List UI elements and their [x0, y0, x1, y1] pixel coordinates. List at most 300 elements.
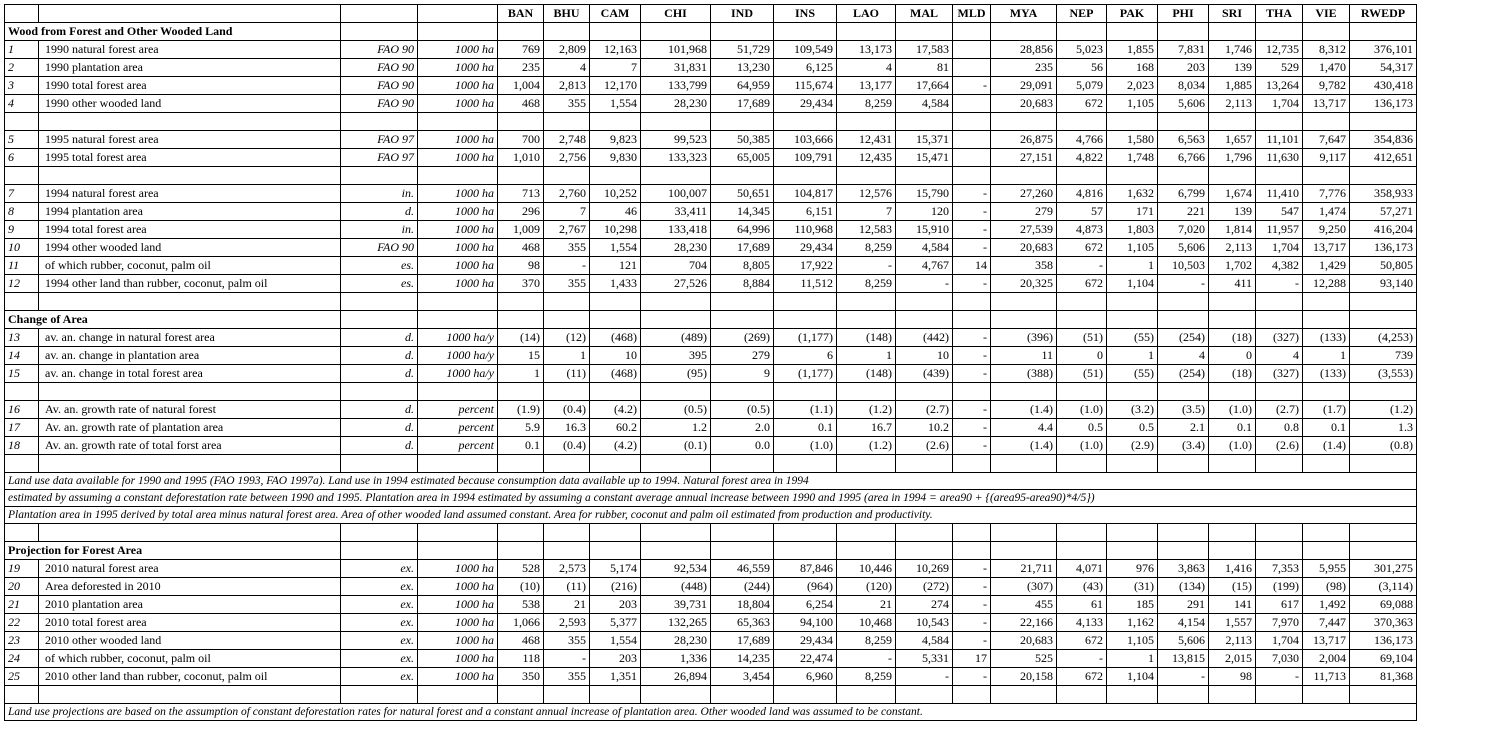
value-cell-rwedp: 370,363 — [1350, 614, 1417, 632]
value-cell-rwedp: (1.2) — [1350, 401, 1417, 419]
empty-cell — [1209, 383, 1256, 401]
row-source: ex. — [341, 614, 418, 632]
value-cell-bhu: (0.4) — [544, 401, 590, 419]
empty-cell — [418, 455, 498, 473]
header-blank-cell — [5, 5, 39, 23]
empty-cell — [1057, 311, 1107, 329]
empty-cell — [1209, 542, 1256, 560]
row-unit: 1000 ha — [418, 41, 498, 59]
value-cell-rwedp: 354,836 — [1350, 131, 1417, 149]
value-cell-cam: 5,174 — [590, 560, 641, 578]
value-cell-cam: 10,252 — [590, 185, 641, 203]
value-cell-mya: 28,856 — [991, 41, 1057, 59]
empty-cell — [896, 311, 953, 329]
empty-cell — [418, 167, 498, 185]
value-cell-vie: 7,647 — [1303, 131, 1350, 149]
value-cell-cam: 12,163 — [590, 41, 641, 59]
value-cell-ind: 2.0 — [711, 419, 774, 437]
value-cell-pak: 1,803 — [1107, 221, 1158, 239]
row-unit: 1000 ha — [418, 95, 498, 113]
section-title: Change of Area — [5, 311, 341, 329]
empty-cell — [896, 167, 953, 185]
value-cell-ban: 769 — [498, 41, 544, 59]
empty-cell — [991, 113, 1057, 131]
empty-cell — [590, 383, 641, 401]
empty-cell — [1209, 311, 1256, 329]
value-cell-vie: (133) — [1303, 329, 1350, 347]
value-cell-mld: - — [953, 221, 991, 239]
value-cell-mld: - — [953, 203, 991, 221]
empty-cell — [1303, 293, 1350, 311]
blank-row — [5, 383, 1417, 401]
empty-cell — [341, 23, 418, 41]
value-cell-sri: 1,674 — [1209, 185, 1256, 203]
value-cell-bhu: 1 — [544, 347, 590, 365]
value-cell-bhu: 7 — [544, 203, 590, 221]
value-cell-ind: 50,385 — [711, 131, 774, 149]
row-index: 12 — [5, 275, 39, 293]
value-cell-pak: 1,105 — [1107, 239, 1158, 257]
section-row — [5, 23, 1417, 41]
value-cell-mya: (396) — [991, 329, 1057, 347]
value-cell-vie: 1,429 — [1303, 257, 1350, 275]
value-cell-ins: 104,817 — [774, 185, 837, 203]
row-source: FAO 97 — [341, 149, 418, 167]
empty-cell — [837, 524, 896, 542]
value-cell-ban: 370 — [498, 275, 544, 293]
empty-cell — [991, 455, 1057, 473]
value-cell-chi: 92,534 — [641, 560, 711, 578]
row-label: av. an. change in natural forest area — [39, 329, 341, 347]
empty-cell — [711, 23, 774, 41]
row-index: 2 — [5, 59, 39, 77]
value-cell-bhu: 16.3 — [544, 419, 590, 437]
table-row — [5, 95, 1417, 113]
empty-cell — [1209, 686, 1256, 704]
value-cell-cam: 1,554 — [590, 95, 641, 113]
forest-area-table — [4, 4, 1417, 721]
value-cell-lao: - — [837, 650, 896, 668]
value-cell-pak: (55) — [1107, 329, 1158, 347]
row-label: 1994 plantation area — [39, 203, 341, 221]
value-cell-phi: (134) — [1158, 578, 1209, 596]
value-cell-mya: (1.4) — [991, 437, 1057, 455]
value-cell-ind: 279 — [711, 347, 774, 365]
value-cell-mal: 10,543 — [896, 614, 953, 632]
value-cell-ins: 6,254 — [774, 596, 837, 614]
empty-cell — [953, 542, 991, 560]
value-cell-rwedp: 136,173 — [1350, 632, 1417, 650]
row-label: 2010 other wooded land — [39, 632, 341, 650]
row-index: 25 — [5, 668, 39, 686]
empty-cell — [837, 383, 896, 401]
empty-cell — [1057, 293, 1107, 311]
empty-cell — [498, 23, 544, 41]
blank-row — [5, 686, 1417, 704]
value-cell-nep: 61 — [1057, 596, 1107, 614]
value-cell-mal: (272) — [896, 578, 953, 596]
value-cell-chi: 26,894 — [641, 668, 711, 686]
country-code-lao: LAO — [837, 5, 896, 23]
value-cell-sri: 2,113 — [1209, 95, 1256, 113]
value-cell-bhu: (11) — [544, 578, 590, 596]
value-cell-nep: 56 — [1057, 59, 1107, 77]
empty-cell — [1256, 524, 1303, 542]
value-cell-pak: (2.9) — [1107, 437, 1158, 455]
empty-cell — [991, 167, 1057, 185]
value-cell-sri: 98 — [1209, 668, 1256, 686]
value-cell-sri: 141 — [1209, 596, 1256, 614]
value-cell-mya: 27,260 — [991, 185, 1057, 203]
country-code-ins: INS — [774, 5, 837, 23]
empty-cell — [590, 686, 641, 704]
value-cell-sri: 1,702 — [1209, 257, 1256, 275]
value-cell-ins: 109,549 — [774, 41, 837, 59]
value-cell-mld: - — [953, 329, 991, 347]
value-cell-bhu: 2,748 — [544, 131, 590, 149]
value-cell-ins: 29,434 — [774, 239, 837, 257]
note-row — [5, 473, 1417, 490]
value-cell-lao: (148) — [837, 365, 896, 383]
value-cell-mld: - — [953, 365, 991, 383]
value-cell-chi: 27,526 — [641, 275, 711, 293]
value-cell-chi: 1.2 — [641, 419, 711, 437]
row-source: es. — [341, 257, 418, 275]
value-cell-bhu: 2,809 — [544, 41, 590, 59]
value-cell-cam: 1,554 — [590, 632, 641, 650]
value-cell-sri: (15) — [1209, 578, 1256, 596]
value-cell-phi: 4,154 — [1158, 614, 1209, 632]
empty-cell — [991, 23, 1057, 41]
value-cell-nep: 672 — [1057, 668, 1107, 686]
value-cell-mld: - — [953, 668, 991, 686]
value-cell-mld: - — [953, 578, 991, 596]
empty-cell — [896, 542, 953, 560]
value-cell-sri: 411 — [1209, 275, 1256, 293]
value-cell-mld — [953, 59, 991, 77]
value-cell-vie: 7,447 — [1303, 614, 1350, 632]
value-cell-cam: 10 — [590, 347, 641, 365]
table-row — [5, 650, 1417, 668]
value-cell-cam: 203 — [590, 650, 641, 668]
table-row — [5, 257, 1417, 275]
empty-cell — [1350, 23, 1417, 41]
country-code-mld: MLD — [953, 5, 991, 23]
table-row — [5, 275, 1417, 293]
value-cell-ins: 110,968 — [774, 221, 837, 239]
value-cell-lao: 12,583 — [837, 221, 896, 239]
value-cell-mld: - — [953, 560, 991, 578]
row-label: Av. an. growth rate of natural forest — [39, 401, 341, 419]
value-cell-mal: 120 — [896, 203, 953, 221]
value-cell-nep: 4,133 — [1057, 614, 1107, 632]
empty-cell — [1256, 383, 1303, 401]
value-cell-ins: 109,791 — [774, 149, 837, 167]
value-cell-bhu: 2,760 — [544, 185, 590, 203]
row-source: in. — [341, 221, 418, 239]
value-cell-pak: 1 — [1107, 257, 1158, 275]
empty-cell — [837, 686, 896, 704]
value-cell-vie: 9,782 — [1303, 77, 1350, 95]
value-cell-mal: 15,371 — [896, 131, 953, 149]
empty-cell — [641, 383, 711, 401]
value-cell-rwedp: 50,805 — [1350, 257, 1417, 275]
value-cell-tha: (327) — [1256, 329, 1303, 347]
value-cell-bhu: 2,813 — [544, 77, 590, 95]
value-cell-pak: 1,632 — [1107, 185, 1158, 203]
empty-cell — [39, 686, 341, 704]
value-cell-sri: 1,746 — [1209, 41, 1256, 59]
empty-cell — [837, 167, 896, 185]
value-cell-mya: 235 — [991, 59, 1057, 77]
value-cell-vie: (98) — [1303, 578, 1350, 596]
value-cell-phi: 2.1 — [1158, 419, 1209, 437]
value-cell-ind: 50,651 — [711, 185, 774, 203]
row-index: 19 — [5, 560, 39, 578]
row-unit: 1000 ha — [418, 149, 498, 167]
value-cell-mld: - — [953, 596, 991, 614]
row-label: 2010 natural forest area — [39, 560, 341, 578]
row-source: es. — [341, 275, 418, 293]
value-cell-ind: 51,729 — [711, 41, 774, 59]
value-cell-ban: 1,004 — [498, 77, 544, 95]
value-cell-chi: 39,731 — [641, 596, 711, 614]
empty-cell — [544, 524, 590, 542]
value-cell-tha: (327) — [1256, 365, 1303, 383]
value-cell-ind: 18,804 — [711, 596, 774, 614]
value-cell-tha: 617 — [1256, 596, 1303, 614]
empty-cell — [498, 542, 544, 560]
empty-cell — [1256, 455, 1303, 473]
value-cell-tha: 1,704 — [1256, 632, 1303, 650]
value-cell-sri: (1.0) — [1209, 437, 1256, 455]
value-cell-mya: 455 — [991, 596, 1057, 614]
value-cell-rwedp: 416,204 — [1350, 221, 1417, 239]
table-row — [5, 560, 1417, 578]
value-cell-ind: 17,689 — [711, 632, 774, 650]
blank-row — [5, 293, 1417, 311]
empty-cell — [896, 455, 953, 473]
value-cell-ins: 6,125 — [774, 59, 837, 77]
row-unit: 1000 ha — [418, 185, 498, 203]
section-row — [5, 311, 1417, 329]
empty-cell — [837, 311, 896, 329]
value-cell-nep: 57 — [1057, 203, 1107, 221]
value-cell-mya: 358 — [991, 257, 1057, 275]
value-cell-bhu: 2,573 — [544, 560, 590, 578]
value-cell-sri: 1,416 — [1209, 560, 1256, 578]
value-cell-cam: 203 — [590, 596, 641, 614]
value-cell-rwedp: 136,173 — [1350, 239, 1417, 257]
row-index: 7 — [5, 185, 39, 203]
header-blank-cell — [341, 5, 418, 23]
value-cell-ins: 11,512 — [774, 275, 837, 293]
empty-cell — [1057, 524, 1107, 542]
empty-cell — [641, 167, 711, 185]
value-cell-chi: (448) — [641, 578, 711, 596]
value-cell-vie: 9,117 — [1303, 149, 1350, 167]
table-row — [5, 77, 1417, 95]
value-cell-chi: 33,411 — [641, 203, 711, 221]
value-cell-nep: - — [1057, 257, 1107, 275]
value-cell-phi: 4 — [1158, 347, 1209, 365]
value-cell-vie: 11,713 — [1303, 668, 1350, 686]
row-source: FAO 90 — [341, 59, 418, 77]
country-code-sri: SRI — [1209, 5, 1256, 23]
table-row — [5, 221, 1417, 239]
row-index: 3 — [5, 77, 39, 95]
empty-cell — [1303, 113, 1350, 131]
row-source: ex. — [341, 596, 418, 614]
empty-cell — [711, 455, 774, 473]
value-cell-rwedp: 301,275 — [1350, 560, 1417, 578]
value-cell-cam: 9,830 — [590, 149, 641, 167]
value-cell-sri: 2,113 — [1209, 239, 1256, 257]
empty-cell — [39, 455, 341, 473]
empty-cell — [39, 293, 341, 311]
empty-cell — [953, 113, 991, 131]
note-row — [5, 507, 1417, 524]
empty-cell — [341, 686, 418, 704]
empty-cell — [1350, 167, 1417, 185]
value-cell-vie: 7,776 — [1303, 185, 1350, 203]
note-row — [5, 490, 1417, 507]
value-cell-chi: 31,831 — [641, 59, 711, 77]
row-unit: 1000 ha — [418, 614, 498, 632]
value-cell-pak: 171 — [1107, 203, 1158, 221]
empty-cell — [1303, 167, 1350, 185]
row-unit: 1000 ha — [418, 221, 498, 239]
value-cell-sri: 2,113 — [1209, 632, 1256, 650]
row-label: 1990 total forest area — [39, 77, 341, 95]
country-code-phi: PHI — [1158, 5, 1209, 23]
value-cell-tha: 4 — [1256, 347, 1303, 365]
empty-cell — [1158, 524, 1209, 542]
empty-cell — [1107, 23, 1158, 41]
value-cell-pak: 185 — [1107, 596, 1158, 614]
empty-cell — [590, 167, 641, 185]
country-code-mal: MAL — [896, 5, 953, 23]
row-source: in. — [341, 185, 418, 203]
value-cell-vie: 13,717 — [1303, 632, 1350, 650]
value-cell-ban: 1 — [498, 365, 544, 383]
empty-cell — [5, 524, 39, 542]
row-index: 22 — [5, 614, 39, 632]
value-cell-mal: 17,664 — [896, 77, 953, 95]
empty-cell — [774, 113, 837, 131]
value-cell-ins: 22,474 — [774, 650, 837, 668]
empty-cell — [341, 383, 418, 401]
row-label: of which rubber, coconut, palm oil — [39, 257, 341, 275]
note-text: estimated by assuming a constant deforestation rate between 1990 and 1995. Plantation area in 1994 estimated by assuming a constant average annual increase between 1990 and 1995 (area in 1994 = area90 + {(area95-area90)*4/5}) — [5, 490, 1417, 507]
empty-cell — [1350, 113, 1417, 131]
empty-cell — [991, 311, 1057, 329]
value-cell-lao: 4 — [837, 59, 896, 77]
value-cell-mya: 20,683 — [991, 632, 1057, 650]
value-cell-chi: 132,265 — [641, 614, 711, 632]
value-cell-mld: - — [953, 419, 991, 437]
row-unit: 1000 ha — [418, 632, 498, 650]
value-cell-ban: 700 — [498, 131, 544, 149]
value-cell-chi: 101,968 — [641, 41, 711, 59]
row-unit: 1000 ha — [418, 596, 498, 614]
value-cell-rwedp: 412,651 — [1350, 149, 1417, 167]
value-cell-tha: - — [1256, 275, 1303, 293]
value-cell-mld: - — [953, 437, 991, 455]
row-index: 23 — [5, 632, 39, 650]
empty-cell — [498, 113, 544, 131]
empty-cell — [896, 113, 953, 131]
row-index: 9 — [5, 221, 39, 239]
value-cell-phi: 5,606 — [1158, 632, 1209, 650]
empty-cell — [590, 23, 641, 41]
empty-cell — [498, 311, 544, 329]
empty-cell — [498, 293, 544, 311]
value-cell-ind: 8,884 — [711, 275, 774, 293]
empty-cell — [1057, 686, 1107, 704]
value-cell-lao: 8,259 — [837, 275, 896, 293]
value-cell-cam: 1,351 — [590, 668, 641, 686]
empty-cell — [991, 686, 1057, 704]
empty-cell — [418, 113, 498, 131]
table-row — [5, 419, 1417, 437]
value-cell-tha: (2.6) — [1256, 437, 1303, 455]
value-cell-phi: 13,815 — [1158, 650, 1209, 668]
value-cell-mld — [953, 41, 991, 59]
value-cell-pak: 168 — [1107, 59, 1158, 77]
table-row — [5, 614, 1417, 632]
value-cell-lao: 21 — [837, 596, 896, 614]
empty-cell — [1107, 455, 1158, 473]
row-label: av. an. change in total forest area — [39, 365, 341, 383]
value-cell-lao: 12,576 — [837, 185, 896, 203]
empty-cell — [953, 311, 991, 329]
row-unit: 1000 ha — [418, 578, 498, 596]
value-cell-sri: 1,814 — [1209, 221, 1256, 239]
empty-cell — [341, 542, 418, 560]
table-row — [5, 41, 1417, 59]
value-cell-pak: (3.2) — [1107, 401, 1158, 419]
value-cell-lao: 13,177 — [837, 77, 896, 95]
value-cell-tha: 0.8 — [1256, 419, 1303, 437]
value-cell-tha: 11,410 — [1256, 185, 1303, 203]
note-text: Land use projections are based on the assumption of constant deforestation rates for natural forest and a constant annual increase of plantation area. Other wooded land was assumed to be constant. — [5, 704, 1417, 721]
table-row — [5, 131, 1417, 149]
value-cell-bhu: 355 — [544, 239, 590, 257]
value-cell-cam: (468) — [590, 329, 641, 347]
value-cell-pak: 1,580 — [1107, 131, 1158, 149]
table-row — [5, 239, 1417, 257]
empty-cell — [1158, 383, 1209, 401]
value-cell-ind: 64,996 — [711, 221, 774, 239]
value-cell-vie: 1,470 — [1303, 59, 1350, 77]
table-row — [5, 578, 1417, 596]
value-cell-phi: 7,831 — [1158, 41, 1209, 59]
value-cell-bhu: (12) — [544, 329, 590, 347]
row-unit: 1000 ha — [418, 668, 498, 686]
row-source: ex. — [341, 650, 418, 668]
empty-cell — [641, 23, 711, 41]
value-cell-bhu: 355 — [544, 632, 590, 650]
row-source: ex. — [341, 668, 418, 686]
value-cell-chi: 704 — [641, 257, 711, 275]
empty-cell — [1256, 686, 1303, 704]
value-cell-cam: 60.2 — [590, 419, 641, 437]
value-cell-mal: (2.6) — [896, 437, 953, 455]
value-cell-bhu: 21 — [544, 596, 590, 614]
value-cell-pak: 0.5 — [1107, 419, 1158, 437]
value-cell-sri: 1,885 — [1209, 77, 1256, 95]
